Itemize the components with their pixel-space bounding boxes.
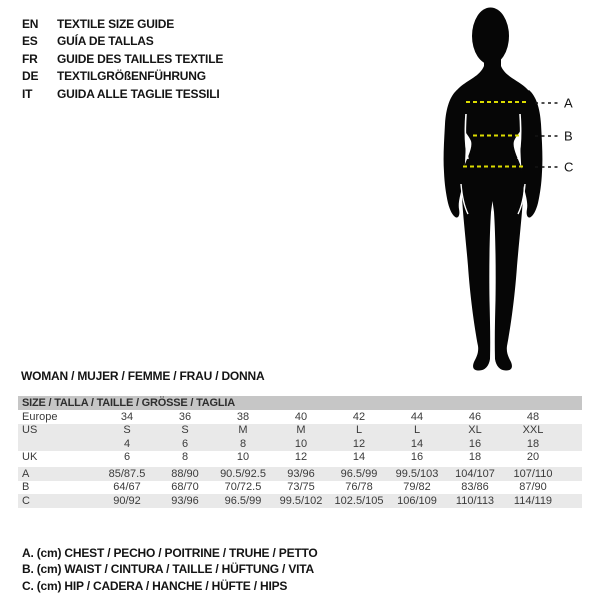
size-cell: 90/92 <box>113 494 141 507</box>
size-cell: 106/109 <box>397 494 437 507</box>
size-cell: 12 <box>294 451 308 464</box>
legend-waist: B. (cm) WAIST / CINTURA / TAILLE / HÜFTUNG / VITA <box>22 562 314 577</box>
table-row-waist-b <box>18 481 582 495</box>
lang-text: GUÍA DE TALLAS <box>57 34 154 49</box>
size-cell: 93/96 <box>171 494 199 507</box>
size-table-header <box>18 396 582 410</box>
marker-label-c: C <box>564 159 574 175</box>
size-cell: 38 <box>236 410 250 423</box>
size-cell: 90.5/92.5 <box>220 467 266 480</box>
lang-code: EN <box>22 16 39 31</box>
size-cell: 68/70 <box>171 481 199 494</box>
size-cell: 96.5/99 <box>224 494 262 507</box>
table-row-hip-c <box>18 494 582 508</box>
table-row-us-numbers <box>18 437 582 451</box>
size-cell: 99.5/103 <box>395 467 439 480</box>
size-cell: 14 <box>410 437 424 450</box>
marker-label-b: B <box>564 128 573 144</box>
size-cell: 42 <box>352 410 366 423</box>
size-cell: 8 <box>239 437 247 450</box>
size-cell: 6 <box>123 451 131 464</box>
size-cell: 40 <box>294 410 308 423</box>
size-cell: 107/110 <box>513 467 553 480</box>
lang-code: ES <box>22 34 38 49</box>
table-row-uk <box>18 451 582 465</box>
size-cell: 34 <box>120 410 134 423</box>
size-cell: 102.5/105 <box>334 494 384 507</box>
lang-text: GUIDE DES TAILLES TEXTILE <box>57 51 224 66</box>
lang-row-it <box>22 85 223 103</box>
table-row-us-letters <box>18 424 582 438</box>
size-cell: XL <box>468 424 482 437</box>
lang-code: FR <box>22 51 38 66</box>
row-label: Europe <box>22 410 58 423</box>
marker-label-a: A <box>564 95 573 111</box>
size-cell: 10 <box>236 451 250 464</box>
size-cell: 85/87.5 <box>108 467 146 480</box>
size-cell: 16 <box>468 437 482 450</box>
measurement-legend <box>22 546 318 595</box>
size-cell: 96.5/99 <box>340 467 378 480</box>
size-cell: 104/107 <box>455 467 495 480</box>
lang-row-de <box>22 68 223 86</box>
size-cell: L <box>355 424 363 437</box>
size-cell: S <box>123 424 131 437</box>
lang-text: TEXTILE SIZE GUIDE <box>57 16 175 31</box>
size-cell: 110/113 <box>455 494 495 507</box>
size-cell: M <box>238 424 248 437</box>
size-cell: 99.5/102 <box>279 494 323 507</box>
table-row-chest-a <box>18 467 582 481</box>
size-cell: 48 <box>526 410 540 423</box>
size-cell: 87/90 <box>519 481 547 494</box>
size-cell: 88/90 <box>171 467 199 480</box>
size-cell: 93/96 <box>287 467 315 480</box>
lang-text: GUIDA ALLE TAGLIE TESSILI <box>57 86 220 101</box>
table-row-europe <box>18 410 582 424</box>
row-label: UK <box>22 451 38 464</box>
lang-row-en <box>22 15 223 33</box>
size-cell: 18 <box>526 437 540 450</box>
size-cell: 46 <box>468 410 482 423</box>
size-cell: 16 <box>410 451 424 464</box>
size-cell: 79/82 <box>403 481 431 494</box>
size-cell: 20 <box>526 451 540 464</box>
section-title-woman: WOMAN / MUJER / FEMME / FRAU / DONNA <box>21 369 265 383</box>
lang-row-fr <box>22 50 223 68</box>
size-cell: 6 <box>181 437 189 450</box>
lang-row-es <box>22 33 223 51</box>
size-cell: 73/75 <box>287 481 315 494</box>
row-label: US <box>22 424 38 437</box>
row-label: A <box>22 467 30 480</box>
size-cell: 70/72.5 <box>224 481 262 494</box>
lang-text: TEXTILGRÖßENFÜHRUNG <box>57 69 206 84</box>
size-cell: 44 <box>410 410 424 423</box>
size-cell: 12 <box>352 437 366 450</box>
language-guide <box>22 15 223 103</box>
legend-chest: A. (cm) CHEST / PECHO / POITRINE / TRUHE / PETTO <box>22 546 318 560</box>
size-cell: L <box>413 424 421 437</box>
size-cell: 10 <box>294 437 308 450</box>
size-table <box>18 396 582 508</box>
size-cell: S <box>181 424 189 437</box>
legend-hip: C. (cm) HIP / CADERA / HANCHE / HÜFTE / HIPS <box>22 578 288 593</box>
size-cell: 83/86 <box>461 481 489 494</box>
size-cell: XXL <box>522 424 544 437</box>
row-label: C <box>22 494 30 507</box>
size-table-header-label: SIZE / TALLA / TAILLE / GRÖSSE / TAGLIA <box>22 397 236 409</box>
size-cell: 14 <box>352 451 366 464</box>
size-cell: 76/78 <box>345 481 373 494</box>
size-cell: 4 <box>123 437 131 450</box>
size-cell: M <box>296 424 306 437</box>
lang-code: DE <box>22 69 39 84</box>
woman-silhouette-figure <box>400 0 600 380</box>
row-label: B <box>22 481 30 494</box>
size-cell: 18 <box>468 451 482 464</box>
size-cell: 8 <box>181 451 189 464</box>
size-cell: 114/119 <box>513 494 553 507</box>
size-cell: 64/67 <box>113 481 141 494</box>
size-cell: 36 <box>178 410 192 423</box>
lang-code: IT <box>22 86 33 101</box>
